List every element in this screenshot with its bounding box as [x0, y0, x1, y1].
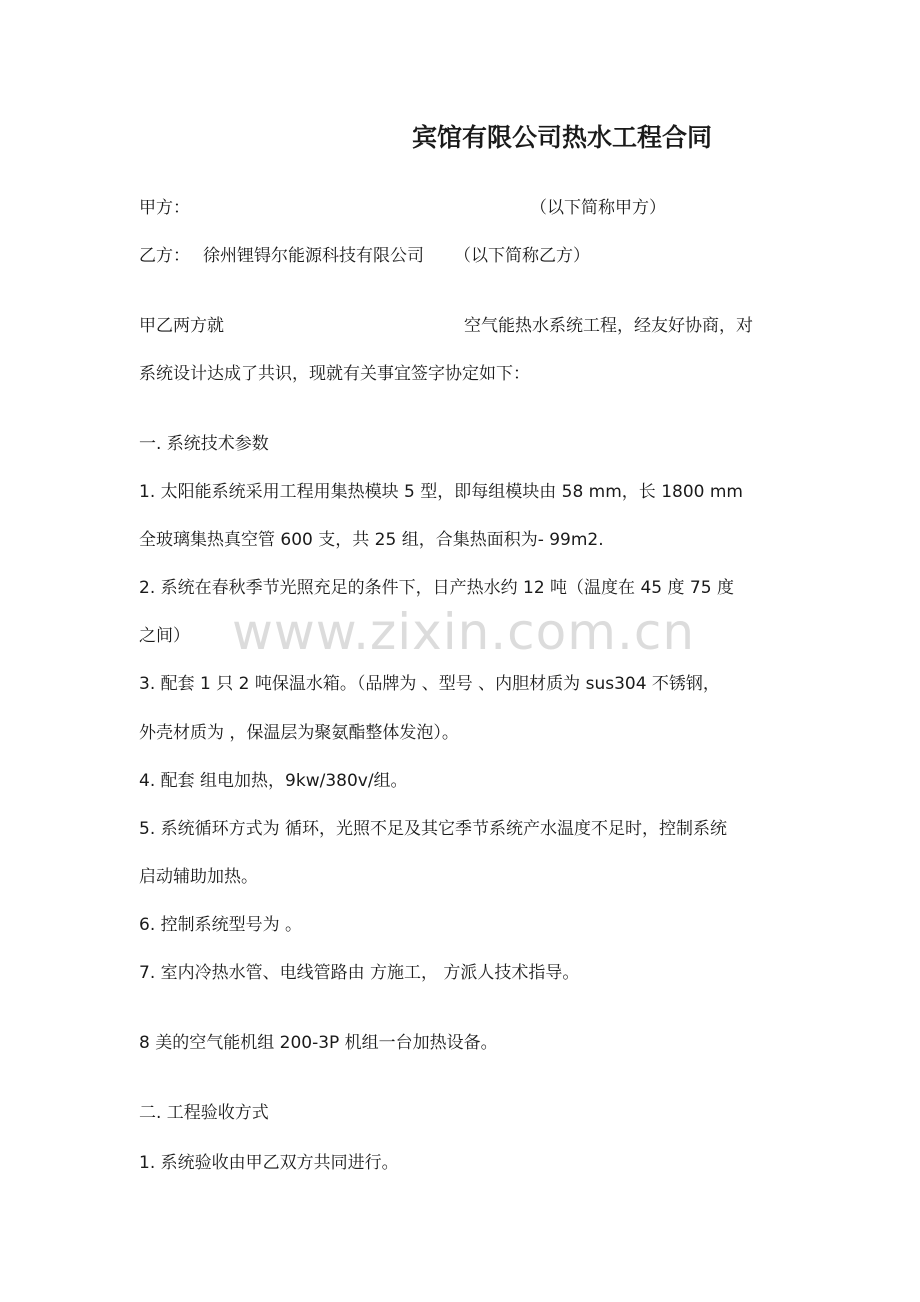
section1-line: 3. 配套 1 只 2 吨保温水箱。（品牌为 、型号 、内胆材质为 sus304 不锈钢，	[139, 674, 720, 694]
section2-line: 1. 系统验收由甲乙双方共同进行。	[139, 1153, 399, 1173]
section1-line: 之间）	[139, 626, 190, 646]
intro-line2: 系统设计达成了共识，现就有关事宜签字协定如下：	[139, 364, 530, 384]
section1-line: 全玻璃集热真空管 600 支，共 25 组，合集热面积为- 99m2.	[139, 530, 604, 550]
section1-heading: 一. 系统技术参数	[139, 434, 269, 454]
party-a-note: （以下简称甲方）	[530, 198, 666, 218]
section1-line: 启动辅助加热。	[139, 867, 258, 887]
section1-line: 6. 控制系统型号为 。	[139, 915, 303, 935]
party-b-name: 徐州锂锝尔能源科技有限公司	[203, 246, 424, 266]
section1-line: 8 美的空气能机组 200-3P 机组一台加热设备。	[139, 1033, 498, 1053]
party-a-label: 甲方：	[139, 198, 190, 218]
section1-line: 1. 太阳能系统采用工程用集热模块 5 型，即每组模块由 58 mm，长 1800 mm	[139, 482, 743, 502]
section1-line: 2. 系统在春秋季节光照充足的条件下，日产热水约 12 吨（温度在 45 度 75 度	[139, 578, 734, 598]
intro-line1-start: 甲乙两方就	[139, 316, 224, 336]
contract-title: 宾馆有限公司热水工程合同	[412, 123, 713, 152]
party-b-label: 乙方：	[139, 246, 190, 266]
section1-line: 5. 系统循环方式为 循环，光照不足及其它季节系统产水温度不足时，控制系统	[139, 819, 728, 839]
party-b-note: （以下简称乙方）	[454, 246, 590, 266]
section2-heading: 二. 工程验收方式	[139, 1103, 269, 1123]
section1-line: 4. 配套 组电加热，9kw/380v/组。	[139, 771, 408, 791]
section1-line: 外壳材质为 ，保温层为聚氨酯整体发泡）。	[139, 723, 459, 743]
section1-line: 7. 室内冷热水管、电线管路由 方施工， 方派人技术指导。	[139, 963, 580, 983]
watermark: www.zixin.com.cn	[232, 603, 696, 661]
intro-line1-end: 空气能热水系统工程，经友好协商，对	[464, 316, 753, 336]
